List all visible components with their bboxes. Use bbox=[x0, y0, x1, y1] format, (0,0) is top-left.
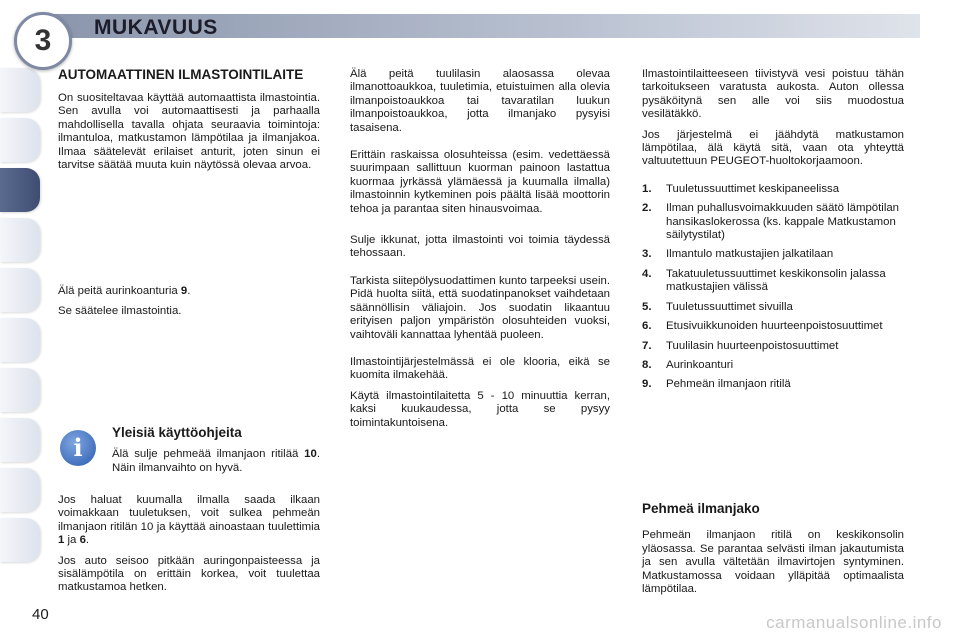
list-item-number: 4. bbox=[642, 267, 652, 280]
column-right bbox=[642, 68, 904, 398]
chapter-tab[interactable] bbox=[0, 118, 40, 162]
general-box bbox=[112, 426, 320, 482]
chapter-tab[interactable] bbox=[0, 218, 40, 262]
list-item bbox=[642, 378, 904, 391]
sun-sensor-note bbox=[58, 285, 320, 326]
list-item bbox=[642, 340, 904, 353]
page-number: 40 bbox=[32, 606, 49, 623]
list-item-text: Tuuletussuuttimet keskipaneelissa bbox=[666, 182, 840, 195]
general-paragraph-3: Jos auto seisoo pitkään auringonpaisteessa ja sisälämpötila on erittäin korkea, voit tuulettaa matkustamoa hetken. bbox=[58, 554, 320, 594]
general-p1-ref: 10 bbox=[304, 448, 317, 461]
general-paragraph-1 bbox=[112, 448, 320, 475]
list-item-text: Takatuuletussuuttimet keskikonsolin jalassa matkustajien välissä bbox=[666, 267, 886, 294]
page-title: MUKAVUUS bbox=[94, 16, 218, 39]
column-left bbox=[58, 68, 320, 179]
list-item bbox=[642, 183, 904, 196]
general-p2-and: ja bbox=[67, 534, 77, 547]
sun-sensor-ref: 9 bbox=[180, 285, 188, 297]
list-item bbox=[642, 301, 904, 314]
chapter-tab[interactable] bbox=[0, 468, 40, 512]
middle-paragraph-1: Älä peitä tuulilasin alaosassa olevaa ilmanottoaukkoa, tuuletimia, etuistuimen alla olevia ilmanpoistoaukkoa tai tavaratilan luukun ilmanpoistoaukkoa, jotta ilmanjako pysyisi tasaisena. bbox=[350, 68, 610, 134]
list-item-text: Tuulilasin huurteenpoistosuuttimet bbox=[666, 339, 839, 352]
list-item-text: Ilman puhallusvoimakkuuden säätö lämpötilan hansikaslokerossa (ks. kappale Matkustamon säilytystilat) bbox=[666, 202, 900, 242]
list-item-number: 1. bbox=[642, 182, 652, 195]
chapter-number-badge: 3 bbox=[14, 12, 72, 70]
general-p2-text: Jos haluat kuumalla ilmalla saada ilkaan voimakkaan tuuletuksen, voit sulkea pehmeän ilmanjaon ritilän 10 ja käyttää ainoastaan tuulettimia bbox=[58, 494, 320, 533]
list-item bbox=[642, 248, 904, 261]
sun-sensor-end: . bbox=[187, 285, 191, 297]
intro-paragraph: On suositeltavaa käyttää automaattista ilmastointia. Sen avulla voi automaattisesti ja parhaalla mahdollisella tavalla ohjata seuraavia toimintoja: ilmantuloa, matkustamon lämpötilaa ja ilmanjakoa. Ilmaa säätelevät erilaiset anturit, joten sinun ei tarvitse säätää muuta kuin näytössä olevaa arvoa. bbox=[58, 92, 320, 172]
chapter-sidebar bbox=[0, 0, 48, 640]
chapter-tab[interactable] bbox=[0, 68, 40, 112]
list-item bbox=[642, 359, 904, 372]
calibrate-paragraph: Se säätelee ilmastointia. bbox=[58, 305, 182, 318]
list-item-text: Ilmantulo matkustajien jalkatilaan bbox=[666, 248, 834, 261]
list-item bbox=[642, 202, 904, 242]
chapter-tab[interactable] bbox=[0, 268, 40, 312]
soft-airflow-paragraph: Pehmeän ilmanjaon ritilä on keskikonsolin yläosassa. Se parantaa selvästi ilman jakautumista ja sen avulla vältetään ilmavirtojen syntyminen. Matkustamossa voidaan ylläpitää optimaalista lämpötilaa. bbox=[642, 529, 904, 596]
list-item bbox=[642, 268, 904, 295]
general-p2-ref1: 1 bbox=[58, 534, 65, 547]
general-paragraph-2 bbox=[58, 494, 320, 548]
soft-airflow-section bbox=[642, 502, 904, 603]
column-middle bbox=[350, 68, 610, 437]
general-heading: Yleisiä käyttöohjeita bbox=[112, 425, 242, 440]
soft-airflow-heading: Pehmeä ilmanjako bbox=[642, 501, 760, 516]
chapter-tab-active[interactable] bbox=[0, 168, 40, 212]
section-heading: AUTOMAATTINEN ILMASTOINTILAITE bbox=[58, 67, 304, 82]
list-item-number: 7. bbox=[642, 339, 652, 352]
middle-paragraph-4: Tarkista siitepölysuodattimen kunto tarpeeksi usein. Pidä huolta siitä, että suodatinpanokset vaihdetaan säännöllisin väliajoin. Jos suodatin likaantuu erityisen paljon ympäristön olosuhteiden vuoksi, vaihtoväli kannattaa lyhentää puoleen. bbox=[350, 274, 610, 341]
general-p1-text: Älä sulje pehmeää ilmanjaon ritilää bbox=[112, 448, 299, 461]
watermark: carmanualsonline.info bbox=[766, 613, 942, 632]
list-item-number: 3. bbox=[642, 248, 652, 261]
list-item-text: Pehmeän ilmanjaon ritilä bbox=[666, 378, 791, 391]
list-item-text: Aurinkoanturi bbox=[666, 358, 734, 371]
chapter-tab[interactable] bbox=[0, 518, 40, 562]
sun-sensor-paragraph bbox=[58, 285, 320, 298]
chapter-tab[interactable] bbox=[0, 418, 40, 462]
list-item-number: 2. bbox=[642, 202, 652, 215]
list-item-number: 6. bbox=[642, 320, 652, 333]
list-item bbox=[642, 320, 904, 333]
list-item-number: 9. bbox=[642, 378, 652, 391]
list-item-number: 5. bbox=[642, 300, 652, 313]
middle-paragraph-2: Erittäin raskaissa olosuhteissa (esim. vedettäessä suurimpaan sallittuun kuorman painoon lastattua kuormaa jyrkässä ylämäessä ja kuumalla ilmalla) ilmastoinnin kytkeminen pois päältä lisää moottorin tehoa ja parantaa siten hinausvoimaa. bbox=[350, 149, 610, 215]
general-continued bbox=[58, 494, 320, 602]
chapter-tab[interactable] bbox=[0, 368, 40, 412]
middle-paragraph-6: Käytä ilmastointilaitetta 5 - 10 minuuttia kerran, kaksi kuukaudessa, jotta se pysyy toimintakuntoisena. bbox=[350, 389, 610, 429]
right-paragraph-2: Jos järjestelmä ei jäähdytä matkustamon lämpötilaa, älä käytä sitä, vaan ota yhteyttä valtuutettuun PEUGEOT-huoltokorjaamoon. bbox=[642, 128, 904, 168]
middle-paragraph-5: Ilmastointijärjestelmässä ei ole klooria, eikä se kuomita ilmakehää. bbox=[350, 355, 610, 382]
right-paragraph-1: Ilmastointilaitteeseen tiivistyvä vesi poistuu tähän tarkoitukseen varatusta aukosta. Auton ollessa pysäköitynä sen alle voi siis muodostua vesilätäkkö. bbox=[642, 68, 904, 121]
middle-paragraph-3: Sulje ikkunat, jotta ilmastointi voi toimia täydessä tehossaan. bbox=[350, 234, 610, 260]
general-p1-end: . Näin ilmanvaihto on hyvä. bbox=[112, 448, 320, 474]
general-p2-ref2: 6 bbox=[79, 534, 86, 547]
chapter-tab[interactable] bbox=[0, 318, 40, 362]
info-icon: i bbox=[60, 430, 96, 466]
list-item-text: Tuuletussuuttimet sivuilla bbox=[666, 300, 793, 313]
list-item-text: Etusivuikkunoiden huurteenpoistosuuttimet bbox=[666, 320, 883, 333]
general-p2-end: . bbox=[85, 534, 90, 547]
component-list bbox=[642, 183, 904, 392]
sun-sensor-text: Älä peitä aurinkoanturia bbox=[58, 285, 178, 297]
list-item-number: 8. bbox=[642, 358, 652, 371]
